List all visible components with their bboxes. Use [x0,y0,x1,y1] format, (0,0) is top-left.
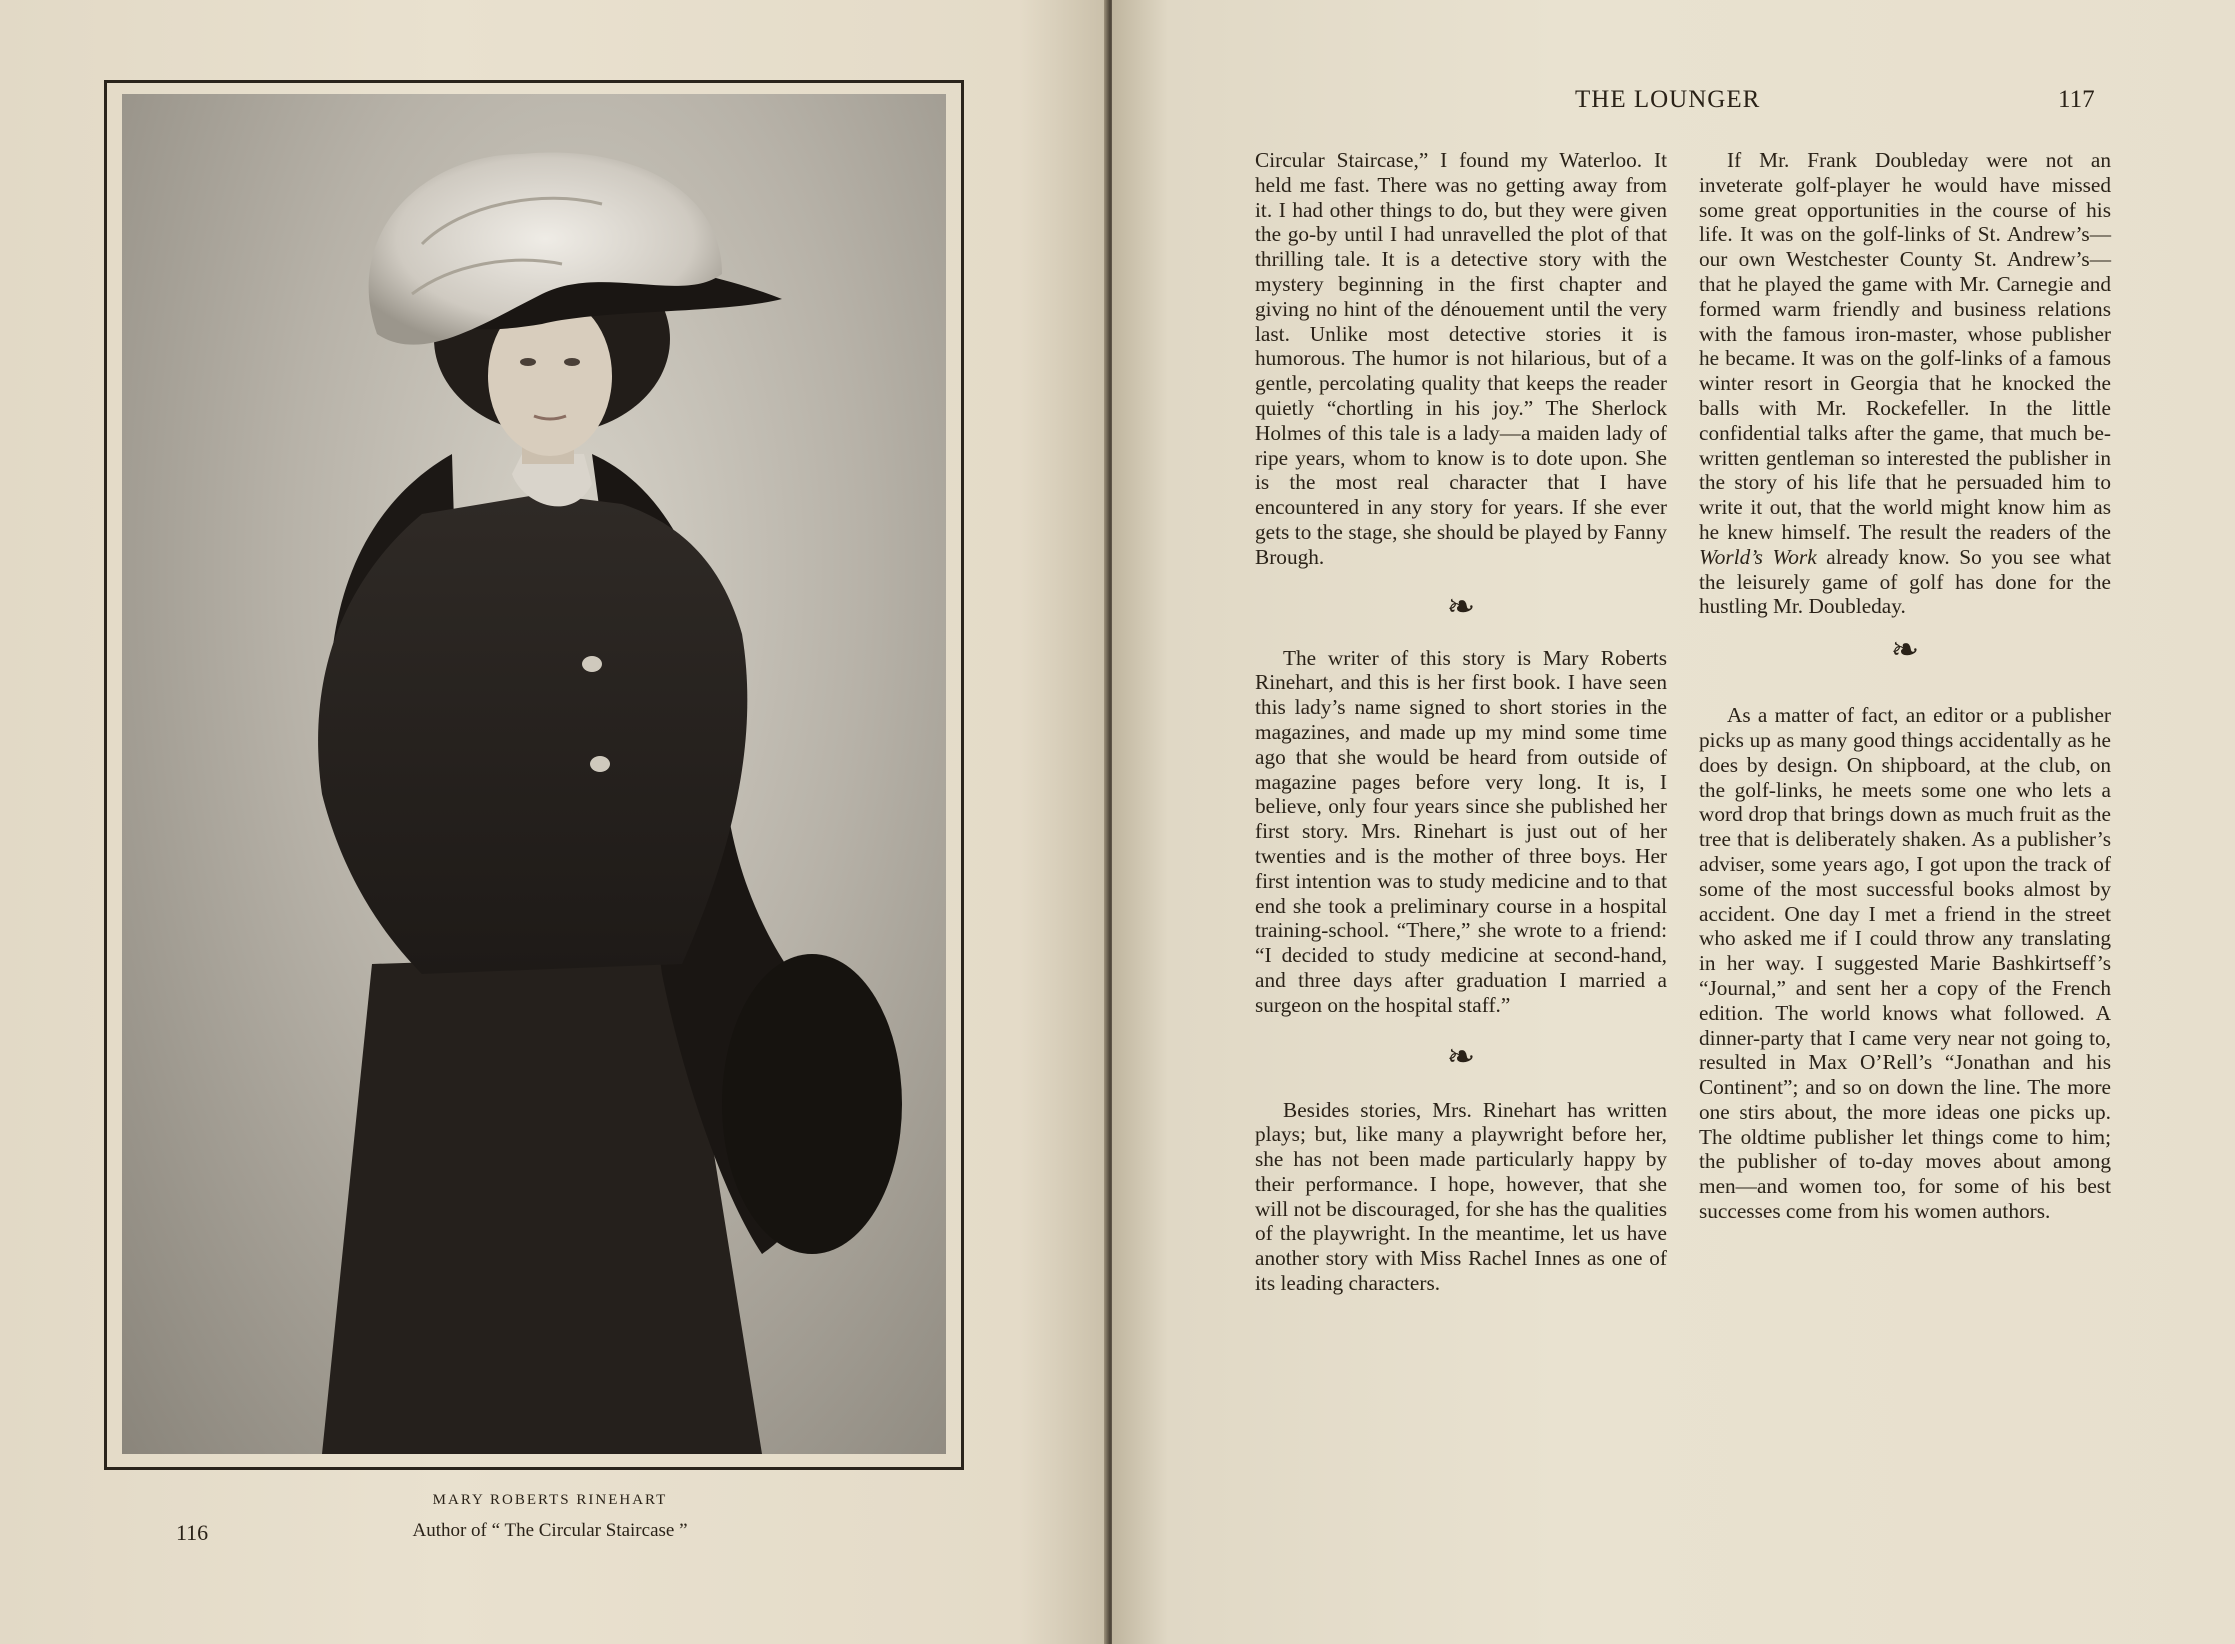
ornament-icon: ❧ [1446,588,1476,626]
plate-caption-subtitle: Author of “ The Circular Staircase ” [412,1520,688,1541]
paragraph: The writer of this story is Mary Roberts Rinehart, and this is her first book. I have seen this lady’s name signed to short stories in the magazines, and made up my mind some time ago that she would be heard from outside of magazine pages before very long. It is, I believe, only four years since she published her first story. Mrs. Rinehart is just out of her twenties and is the mother of three boys. Her first intention was to study medicine and to that end she took a preliminary course in a hospital training-school. “There,” she wrote to a friend: “I decided to study medicine at second-hand, and three days after graduation I married a surgeon on the hospital staff.” [1255,645,1667,1017]
paragraph-text: If Mr. Frank Doubleday were not an inveterate golf-player he would have missed some great opportunities in the course of his life. It was on the golf-links of St. Andrew’s—our own Westchester County St. Andrew’s—that he played the game with Mr. Carnegie and formed warm friendly and business relations with the famous iron-master, whose publisher he became. It was on the golf-links of a famous winter resort in Georgia that he knocked the balls with Mr. Rockefeller. In the little confidential talks after the game, that much be-written gentleman so interested the publisher in the story of his life that he persuaded him to write it out, that the world might know him as he knew himself. The result the readers of the [1699,148,2111,544]
paragraph [1699,148,2111,619]
ornament-icon: ❧ [1446,1038,1476,1076]
ornament-icon: ❧ [1890,632,1920,670]
text-column-left [1255,148,1667,1296]
running-head: THE LOUNGER [1575,86,1761,113]
left-page [0,0,1108,1644]
plate-caption-name: MARY ROBERTS RINEHART [432,1492,668,1508]
portrait-illustration [122,94,946,1454]
page-number-right: 117 [2058,86,2095,113]
paragraph-text: already know. So you see what the leisurely game of golf has done for the hustling Mr. Doubleday. [1699,544,2112,619]
paragraph: Circular Staircase,” I found my Waterloo. It held me fast. There was no getting away from it. I had other things to do, but they were given the go-by until I had unravelled the plot of that thrilling tale. It is a detective story with the mystery beginning in the first chapter and giving no hint of the dénouement until the very last. Unlike most detective stories it is humorous. The humor is not hilarious, but of a gentle, percolating quality that keeps the reader quietly “chortling in his joy.” The Sherlock Holmes of this tale is a lady—a maiden lady of ripe years, whom to know is to dote upon. She is the most real character that I have encountered in any story for years. If she ever gets to the stage, she should be played by Fanny Brough. [1255,148,1667,569]
page-number-left: 116 [176,1520,209,1545]
portrait-photograph [122,94,946,1454]
text-column-right [1699,148,2111,1224]
paragraph: As a matter of fact, an editor or a publisher picks up as many good things accidentally as he does by design. On shipboard, at the club, on the golf-links, he meets some one who lets a word drop that brings down as much fruit as the tree that is deliberately shaken. As a publisher’s adviser, some years ago, I got upon the track of some of the most successful books almost by accident. One day I met a friend in the street who asked me if I could throw any translating in her way. I suggested Marie Bashkirtseff’s “Journal,” and sent her a copy of the French edition. The world knows what followed. A dinner-party that I came very near not going to, resulted in Max O’Rell’s “Jonathan and his Continent”; and so on down the line. The more one stirs about, the more ideas one picks up. The oldtime publisher let things come to him; the publisher of to-day moves about among men—and women too, for some of his best successes come from his women authors. [1699,703,2111,1224]
magazine-title: World’s Work [1699,544,1817,569]
paragraph: Besides stories, Mrs. Rinehart has written plays; but, like many a playwright before her, she has not been made particularly happy by their performance. I hope, however, that she will not be discouraged, for she has the qualities of the playwright. In the meantime, let us have another story with Miss Rachel Innes as one of its leading characters. [1255,1097,1667,1296]
